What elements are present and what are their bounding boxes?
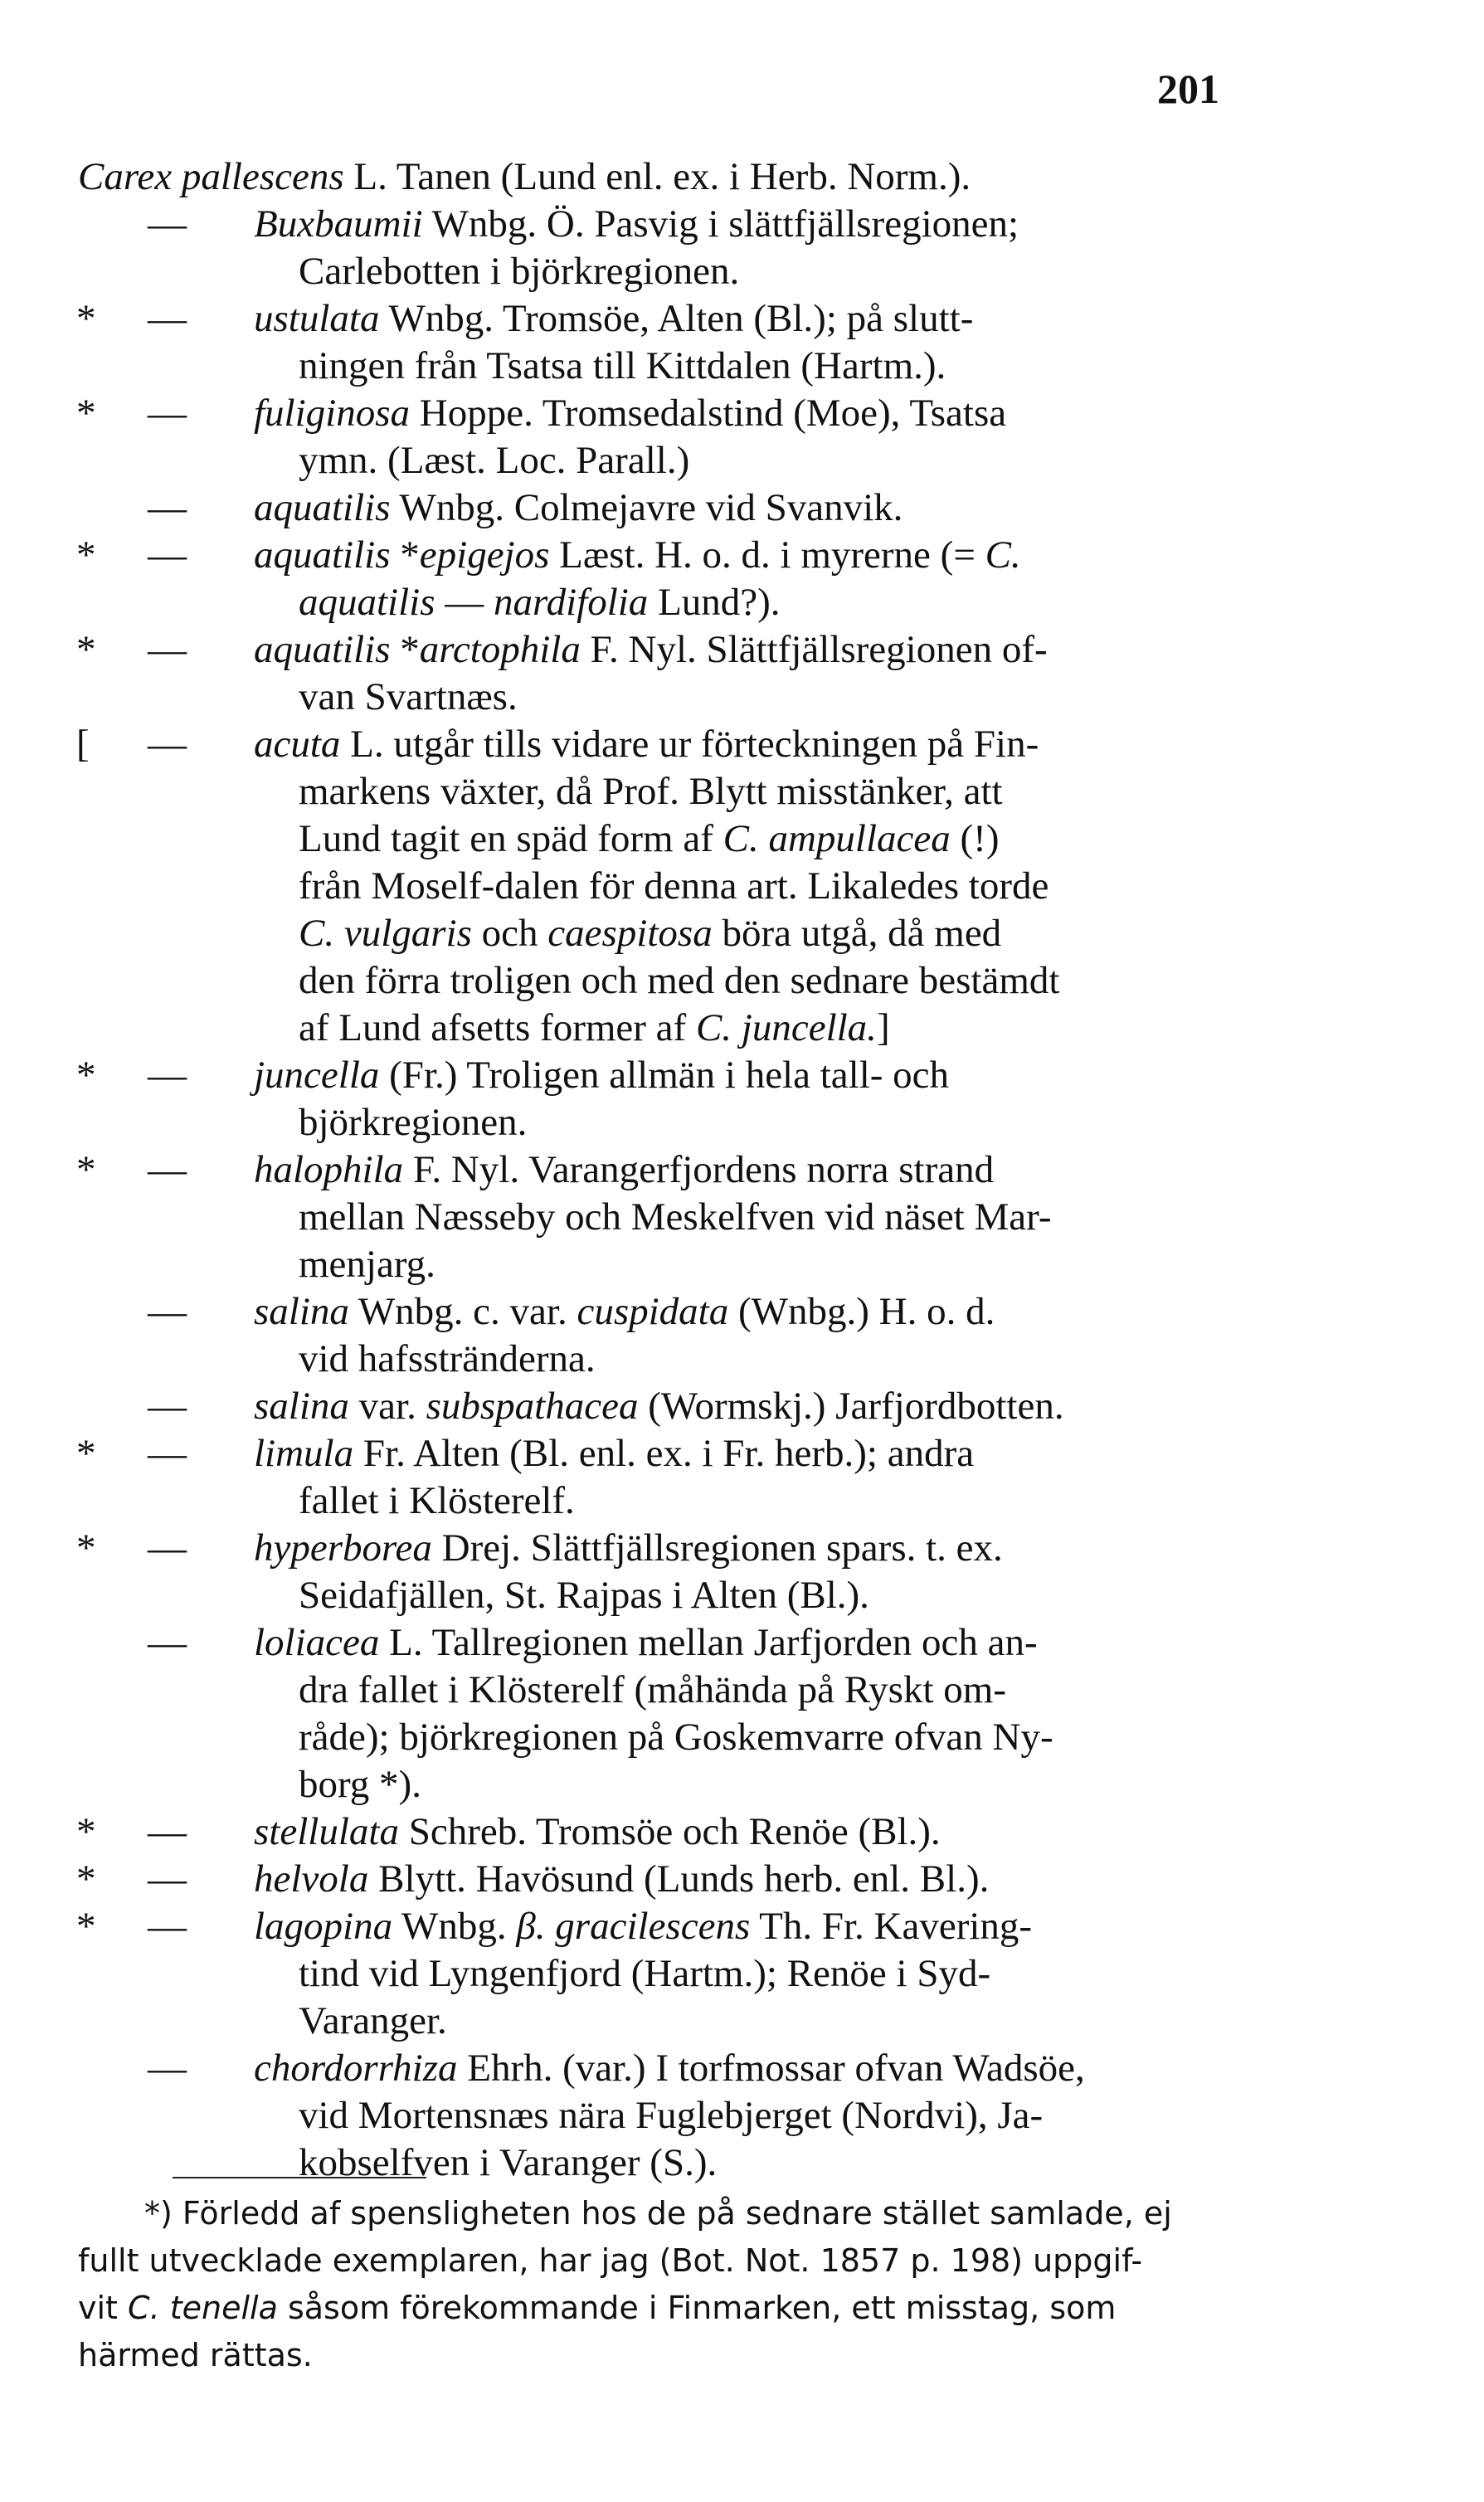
genus-repeat-dash: — [148,1148,187,1191]
entry-line [0,2139,1484,2187]
footnote-line [78,2285,1277,2332]
text-span: från Moself-dalen för denna art. Likaledes torde [299,864,1049,908]
italic-text: Buxbaumii [254,202,423,246]
entry-line [0,815,1484,863]
entry-continuation-text [299,1477,575,1525]
entry-heading-text [254,484,903,532]
text-span: markens växter, då Prof. Blytt misstänker, att [299,770,1003,813]
italic-text: aquatilis [254,486,391,529]
entry-line [0,1146,1484,1194]
italic-text: chordorrhiza [254,2047,458,2090]
text-span: Lund tagit en späd form af [299,817,723,860]
entry-continuation-text [299,2139,717,2187]
text-span: Th. Fr. Kavering- [750,1905,1033,1948]
species-entry [0,721,1484,1052]
entry-heading-text [254,2045,1085,2092]
entry-heading-text [254,1430,974,1477]
entry-line [0,1336,1484,1383]
entry-continuation-text [299,1336,596,1383]
entry-marker: * [76,1810,96,1853]
text-span: Wnbg. c. var. [348,1290,577,1333]
species-entry [0,295,1484,390]
entry-heading-text [254,721,1039,768]
italic-text: aquatilis [299,581,435,624]
text-span: ymn. (Læst. Loc. Parall.) [299,439,690,482]
entry-continuation-text [299,910,1001,957]
text-span: Carlebotten i björkregionen. [299,250,740,293]
italic-text: salina [254,1290,349,1333]
species-entry [0,1052,1484,1146]
text-span: vid Mortensnæs nära Fuglebjerget (Nordvi), Ja- [299,2094,1044,2137]
entry-line [0,1288,1484,1336]
entry-continuation-text [299,768,1003,815]
italic-text: pallescens [181,155,344,198]
entry-continuation-text [299,248,739,295]
genus-repeat-dash: — [148,1432,187,1475]
species-entry [0,1430,1484,1525]
entry-line [0,626,1484,674]
entry-continuation-text [299,1241,435,1288]
entry-heading-text [254,1903,1032,1950]
entry-heading-text [254,1525,1003,1572]
italic-text: epigejos [419,533,550,577]
genus-repeat-dash: — [148,1385,187,1428]
italic-text: β. gracilescens [516,1905,751,1948]
entry-marker: * [76,1054,96,1097]
entry-heading-text [254,390,1006,437]
text-span: den förra troligen och med den sednare bestämdt [299,959,1060,1002]
entry-line [0,343,1484,390]
entry-line [0,1430,1484,1477]
species-list [0,153,1484,2187]
footnote-line [78,2332,1277,2379]
text-span: Hoppe. Tromsedalstind (Moe), Tsatsa [410,392,1007,435]
italic-text: lagopina [254,1905,393,1948]
text-span: van Svartnæs. [299,675,518,718]
genus-repeat-dash: — [148,1526,187,1570]
entry-line [0,1903,1484,1950]
text-span: och [471,912,548,955]
footnote-rule [173,2177,426,2178]
italic-text: salina [254,1385,349,1428]
entry-continuation-text [299,437,689,484]
entry-marker: * [76,1857,96,1901]
footnote [78,2190,1277,2379]
text-span: fullt utvecklade exemplaren, har jag (Bot. Not. 1857 p. 198) uppgif- [78,2242,1143,2279]
text-span: vit [78,2290,129,2326]
text-span: Wnbg. Ö. Pasvig i slättfjällsregionen; [422,202,1019,246]
entry-continuation-text [299,674,518,721]
footnote-line [78,2190,1277,2237]
entry-line [0,2045,1484,2092]
footnote-line [78,2237,1277,2285]
entry-heading-text [254,1052,949,1099]
species-entry [0,1525,1484,1619]
text-span: ] [876,1006,890,1049]
entry-continuation-text [299,1099,527,1146]
entry-continuation-text [299,1005,890,1052]
entry-line [0,1808,1484,1856]
italic-text: C. ampullacea [723,817,951,860]
species-entry [0,484,1484,532]
genus-repeat-dash: — [148,628,187,671]
text-span: menjarg. [299,1243,435,1286]
entry-heading-text [254,532,1021,579]
entry-line [0,863,1484,910]
italic-text: limula [254,1432,354,1475]
text-span: Drej. Slättfjällsregionen spars. t. ex. [431,1526,1003,1570]
entry-line [0,579,1484,626]
entry-line [0,1477,1484,1525]
text-span: L. Tallregionen mellan Jarfjorden och an- [379,1621,1038,1664]
entry-line [0,1667,1484,1714]
entry-continuation-text [299,2092,1043,2139]
entry-continuation-text [299,1761,421,1808]
italic-text: hyperborea [254,1526,432,1570]
text-span: af Lund afsetts former af [299,1006,696,1049]
text-span: Seidafjällen, St. Rajpas i Alten (Bl.). [299,1574,869,1617]
entry-line [0,532,1484,579]
entry-heading-text [254,1288,995,1336]
species-entry [0,532,1484,626]
entry-continuation-text [299,1714,1053,1761]
species-entry [0,390,1484,484]
entry-continuation-text [299,579,781,626]
entry-marker: * [76,1526,96,1570]
species-entry [0,201,1484,295]
species-entry [0,1619,1484,1808]
text-span: ningen från Tsatsa till Kittdalen (Hartm.). [299,344,946,387]
text-span: F. Nyl. Varangerfjordens norra strand [403,1148,995,1191]
text-span: Ehrh. (var.) I torfmossar ofvan Wadsöe, [457,2047,1085,2090]
text-span: härmed rättas. [78,2337,313,2373]
text-span: vid hafsstränderna. [299,1337,596,1380]
entry-marker: * [76,533,96,577]
text-span: * [390,628,420,671]
entry-line [0,437,1484,484]
entry-line [0,1761,1484,1808]
species-entry [0,1146,1484,1288]
entry-heading-text [254,1619,1038,1667]
text-span: * [390,533,420,577]
entry-heading-text [254,201,1019,248]
entry-marker: * [76,628,96,671]
entry-line [0,153,1484,201]
entry-continuation-text [299,343,946,390]
entry-line [0,1099,1484,1146]
text-span: Schreb. Tromsöe och Renöe (Bl.). [398,1810,941,1853]
entry-heading-text [254,295,973,343]
text-span: Varanger. [299,1999,447,2042]
entry-heading-text [254,1383,1064,1430]
italic-text: nardifolia [494,581,649,624]
entry-line [0,674,1484,721]
text-span: — [435,581,494,624]
species-entry [0,2045,1484,2187]
genus-repeat-dash: — [148,202,187,246]
text-span: *) Förledd af spensligheten hos de på sednare stället samlade, ej [144,2195,1172,2232]
entry-line [0,1856,1484,1903]
entry-continuation-text [299,815,1000,863]
entry-line [0,768,1484,815]
entry-heading-text [254,1808,941,1856]
text-span: (!) [950,817,1000,860]
entry-heading-text [78,153,971,201]
italic-text: halophila [254,1148,404,1191]
text-span: råde); björkregionen på Goskemvarre ofvan Ny- [299,1716,1053,1759]
text-span: fallet i Klösterelf. [299,1479,575,1522]
species-entry [0,1856,1484,1903]
genus-repeat-dash: — [148,1621,187,1664]
entry-line [0,1572,1484,1619]
entry-continuation-text [299,957,1059,1005]
text-span: Wnbg. [392,1905,517,1948]
text-span: tind vid Lyngenfjord (Hartm.); Renöe i Syd- [299,1952,991,1995]
species-entry [0,626,1484,721]
entry-line [0,721,1484,768]
genus-repeat-dash: — [148,2047,187,2090]
entry-continuation-text [299,1950,990,1998]
entry-marker: * [76,392,96,435]
italic-text: C. tenella [128,2290,278,2326]
italic-text: loliacea [254,1621,380,1664]
text-span: Wnbg. Tromsöe, Alten (Bl.); på slutt- [379,297,974,340]
text-span: björkregionen. [299,1101,528,1144]
entry-line [0,910,1484,957]
italic-text: acuta [254,723,341,766]
entry-continuation-text [299,1667,1006,1714]
genus-repeat-dash: — [148,1857,187,1901]
italic-text: aquatilis [254,628,391,671]
text-span: mellan Næsseby och Meskelfven vid näset Mar- [299,1195,1052,1239]
text-span: L. Tanen (Lund enl. ex. i Herb. Norm.). [343,155,971,198]
text-span: L. utgår tills vidare ur förteckningen på Fin- [340,723,1039,766]
text-span: Læst. H. o. d. i myrerne (= [549,533,985,577]
genus-repeat-dash: — [148,723,187,766]
genus-repeat-dash: — [148,392,187,435]
species-entry [0,1808,1484,1856]
italic-text: C. juncella. [695,1006,877,1049]
italic-text: Carex [78,155,182,198]
genus-repeat-dash: — [148,1054,187,1097]
entry-line [0,248,1484,295]
page-number: 201 [1157,66,1219,112]
entry-line [0,484,1484,532]
entry-line [0,1005,1484,1052]
entry-line [0,390,1484,437]
italic-text: stellulata [254,1810,399,1853]
entry-line [0,1619,1484,1667]
entry-line [0,201,1484,248]
genus-repeat-dash: — [148,486,187,529]
entry-line [0,1194,1484,1241]
entry-heading-text [254,626,1048,674]
italic-text: aquatilis [254,533,391,577]
entry-continuation-text [299,1998,447,2045]
italic-text: subspathacea [426,1385,639,1428]
entry-line [0,295,1484,343]
entry-heading-text [254,1856,989,1903]
text-span: (Wormskj.) Jarfjordbotten. [638,1385,1064,1428]
entry-heading-text [254,1146,994,1194]
text-span: böra utgå, då med [712,912,1002,955]
genus-repeat-dash: — [148,1905,187,1948]
italic-text: cuspidata [577,1290,729,1333]
text-span: Wnbg. Colmejavre vid Svanvik. [390,486,903,529]
entry-continuation-text [299,863,1049,910]
entry-continuation-text [299,1572,869,1619]
entry-marker: * [76,297,96,340]
italic-text: juncella [254,1054,380,1097]
species-entry [0,1383,1484,1430]
italic-text: arctophila [419,628,581,671]
entry-marker: * [76,1148,96,1191]
genus-repeat-dash: — [148,1810,187,1853]
entry-marker: [ [76,723,90,766]
text-span: (Wnbg.) H. o. d. [728,1290,995,1333]
entry-line [0,1525,1484,1572]
species-entry [0,1903,1484,2045]
entry-line [0,1241,1484,1288]
entry-line [0,1998,1484,2045]
genus-repeat-dash: — [148,533,187,577]
text-span: borg *). [299,1763,421,1806]
text-span: (Fr.) Troligen allmän i hela tall- och [379,1054,950,1097]
entry-line [0,1950,1484,1998]
text-span: såsom förekommande i Finmarken, ett misstag, som [277,2290,1117,2326]
entry-line [0,2092,1484,2139]
entry-marker: * [76,1432,96,1475]
entry-line [0,1383,1484,1430]
italic-text: C. [985,533,1021,577]
text-span: Blytt. Havösund (Lunds herb. enl. Bl.). [368,1857,990,1901]
entry-line [0,1052,1484,1099]
entry-line [0,957,1484,1005]
entry-continuation-text [299,1194,1052,1241]
genus-repeat-dash: — [148,297,187,340]
italic-text: fuliginosa [254,392,411,435]
text-span: dra fallet i Klösterelf (måhända på Ryskt om- [299,1668,1006,1711]
species-entry [0,153,1484,201]
italic-text: caespitosa [547,912,713,955]
italic-text: ustulata [254,297,380,340]
italic-text: helvola [254,1857,369,1901]
species-entry [0,1288,1484,1383]
text-span: Fr. Alten (Bl. enl. ex. i Fr. herb.); andra [353,1432,975,1475]
text-span: var. [348,1385,426,1428]
text-span: F. Nyl. Slättfjällsregionen of- [580,628,1048,671]
entry-marker: * [76,1905,96,1948]
entry-line [0,1714,1484,1761]
italic-text: C. vulgaris [299,912,472,955]
text-span: Lund?). [648,581,781,624]
genus-repeat-dash: — [148,1290,187,1333]
text-span: kobselfven i Varanger (S.). [299,2141,718,2184]
